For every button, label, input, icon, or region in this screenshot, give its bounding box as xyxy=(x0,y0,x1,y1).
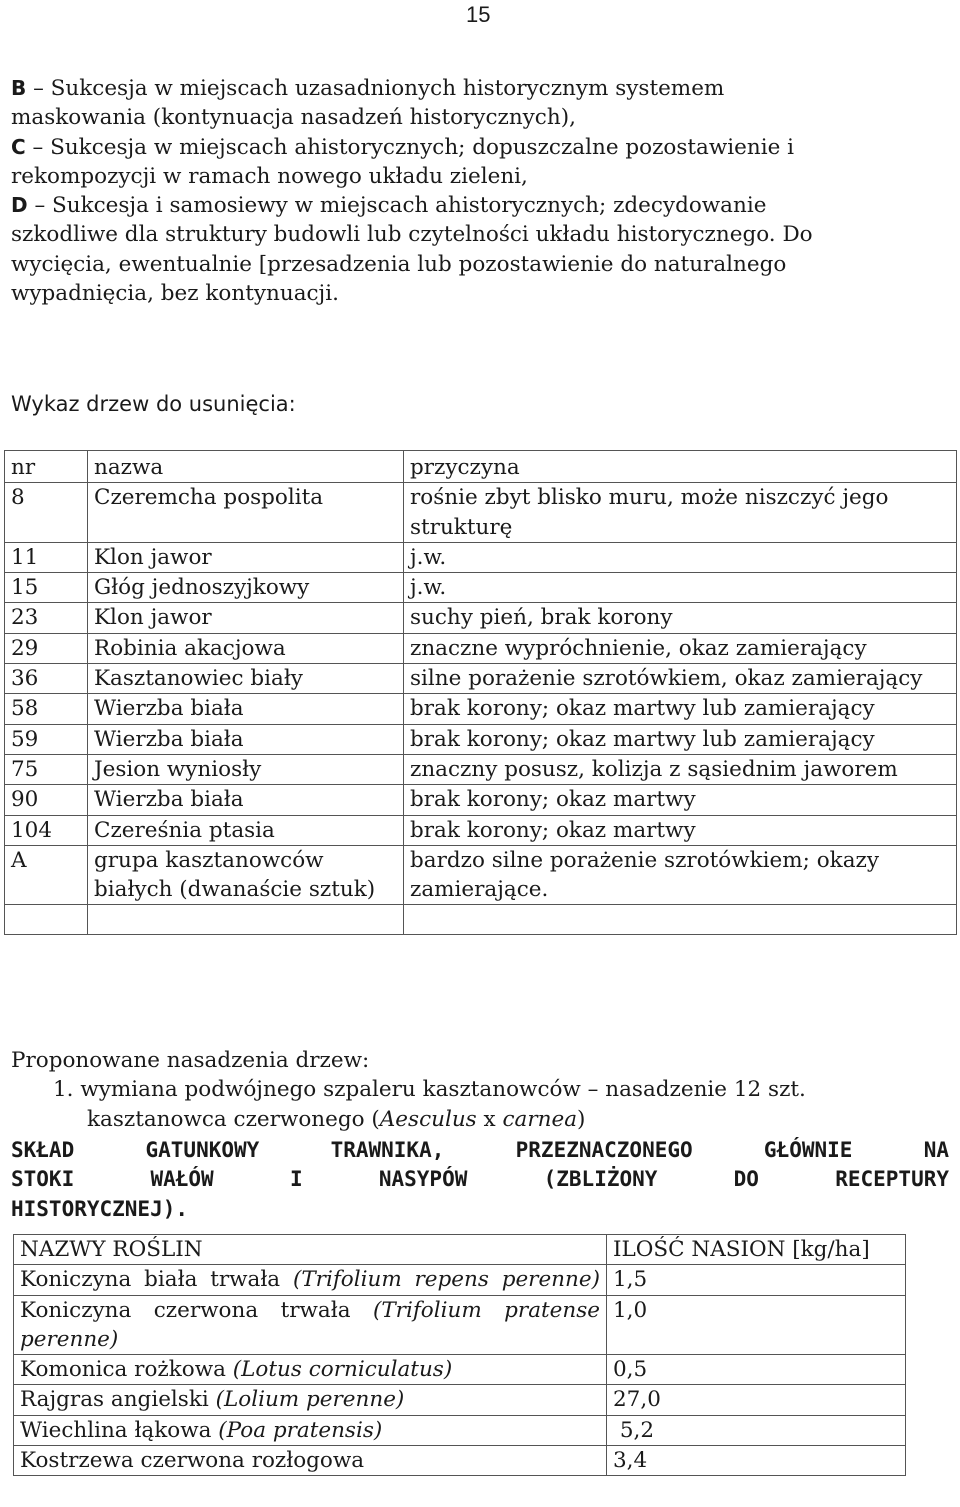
table-row xyxy=(14,1355,906,1385)
plant-line xyxy=(20,1296,600,1355)
cell-nr: 29 xyxy=(5,633,88,663)
table-header-row xyxy=(14,1235,906,1265)
cell-reason: silne porażenie szrotówkiem, okaz zamierający xyxy=(404,664,957,694)
plant-latin: (Lolium perenne) xyxy=(215,1387,405,1413)
cell-nr: 104 xyxy=(5,815,88,845)
table-row xyxy=(14,1385,906,1415)
table-row xyxy=(5,694,957,724)
cell-empty xyxy=(5,905,88,935)
cell-amount: 27,0 xyxy=(607,1385,906,1415)
cell-reason: brak korony; okaz martwy xyxy=(404,815,957,845)
table-row xyxy=(5,845,957,905)
proposal-number: 1. xyxy=(53,1077,74,1103)
cell-nr: 75 xyxy=(5,754,88,784)
cell-nr: 11 xyxy=(5,542,88,572)
page-number: 15 xyxy=(466,2,491,27)
table-row xyxy=(14,1295,906,1355)
plant-name: Wiechlina łąkowa xyxy=(20,1417,219,1443)
cell-name: Klon jawor xyxy=(88,603,404,633)
cell-name: Robinia akacjowa xyxy=(88,633,404,663)
cell-name: grupa kasztanowców białych (dwanaście sztuk) xyxy=(88,845,404,905)
cell-nr: 59 xyxy=(5,724,88,754)
cell-nr: 58 xyxy=(5,694,88,724)
intro-text: – Sukcesja w miejscach ahistorycznych; dopuszczalne pozostawienie i xyxy=(25,134,795,160)
plant-name: Kostrzewa czerwona rozłogowa xyxy=(20,1448,365,1474)
cell-amount: 5,2 xyxy=(607,1415,906,1445)
intro-text: – Sukcesja w miejscach uzasadnionych historycznym systemem xyxy=(26,76,725,101)
proposals-title: Proponowane nasadzenia drzew: xyxy=(11,1048,370,1073)
cell-reason: j.w. xyxy=(404,542,957,572)
table-row xyxy=(5,724,957,754)
cell-nr: 23 xyxy=(5,603,88,633)
intro-line-c1 xyxy=(11,133,956,162)
heading-line: HISTORYCZNEJ). xyxy=(11,1196,189,1221)
cell-name: Klon jawor xyxy=(88,542,404,572)
cell-amount: 0,5 xyxy=(607,1355,906,1385)
cell-nr: 15 xyxy=(5,573,88,603)
cell-reason: znaczny posusz, kolizja z sąsiednim jaworem xyxy=(404,754,957,784)
intro-line-d1 xyxy=(11,191,956,220)
proposal-item-continued xyxy=(11,1105,806,1134)
cell-nr: 90 xyxy=(5,785,88,815)
table-row xyxy=(5,573,957,603)
cell-nr: 8 xyxy=(5,483,88,543)
proposal-text: ) xyxy=(577,1106,586,1132)
cell-amount: 3,4 xyxy=(607,1446,906,1476)
header-reason: przyczyna xyxy=(404,451,957,483)
plant-name: Koniczyna biała trwała xyxy=(20,1267,293,1293)
trees-removal-table xyxy=(4,450,957,935)
plant-latin: (Trifolium repens perenne) xyxy=(292,1267,600,1293)
intro-line-c2: rekompozycji w ramach nowego układu zieleni, xyxy=(11,163,528,189)
cell-reason: znaczne wypróchnienie, okaz zamierający xyxy=(404,633,957,663)
cell-nr: A xyxy=(5,845,88,905)
label-d: D xyxy=(11,193,28,218)
header-amount: ILOŚĆ NASION [kg/ha] xyxy=(607,1235,906,1265)
intro-line-d4: wypadnięcia, bez kontynuacji. xyxy=(11,281,339,307)
plant-latin: (Lotus corniculatus) xyxy=(232,1357,453,1383)
plant-latin: (Poa pratensis) xyxy=(218,1417,383,1443)
intro-line-d3: wycięcia, ewentualnie [przesadzenia lub pozostawienie do naturalnego xyxy=(11,251,787,277)
plant-name: Koniczyna czerwona trwała xyxy=(20,1297,373,1323)
cell-empty xyxy=(404,905,957,935)
intro-paragraph xyxy=(11,74,956,308)
cell-plant xyxy=(14,1265,607,1295)
cell-plant xyxy=(14,1355,607,1385)
table-row xyxy=(5,664,957,694)
cell-reason: brak korony; okaz martwy xyxy=(404,785,957,815)
intro-line-b1 xyxy=(11,74,956,103)
proposal-text: wymiana podwójnego szpaleru kasztanowców – nasadzenie 12 szt. xyxy=(80,1077,806,1103)
cell-reason: j.w. xyxy=(404,573,957,603)
proposal-text: x xyxy=(476,1106,503,1132)
header-nr: nr xyxy=(5,451,88,483)
cell-amount: 1,0 xyxy=(607,1295,906,1355)
planting-proposals xyxy=(11,1046,806,1134)
table-header-row xyxy=(5,451,957,483)
table-row xyxy=(5,603,957,633)
intro-line-b2: maskowania (kontynuacja nasadzeń historycznych), xyxy=(11,105,576,131)
table-row xyxy=(5,754,957,784)
header-plant: NAZWY ROŚLIN xyxy=(14,1235,607,1265)
plant-latin: (Trifolium pratense perenne) xyxy=(20,1297,600,1352)
intro-text: – Sukcesja i samosiewy w miejscach ahistorycznych; zdecydowanie xyxy=(27,193,767,219)
table-row xyxy=(14,1446,906,1476)
table-row xyxy=(5,542,957,572)
cell-name: Czeremcha pospolita xyxy=(88,483,404,543)
cell-plant xyxy=(14,1385,607,1415)
cell-name: Kasztanowiec biały xyxy=(88,664,404,694)
latin-species: carnea xyxy=(502,1106,578,1132)
plant-name: Rajgras angielski xyxy=(20,1387,216,1413)
proposal-item xyxy=(11,1075,806,1104)
trees-removal-title: Wykaz drzew do usunięcia: xyxy=(11,392,296,416)
cell-name: Wierzba biała xyxy=(88,724,404,754)
table-row xyxy=(5,815,957,845)
lawn-composition-table xyxy=(13,1234,906,1476)
intro-line-d2: szkodliwe dla struktury budowli lub czytelności układu historycznego. Do xyxy=(11,222,813,248)
table-row-empty xyxy=(5,905,957,935)
cell-reason: brak korony; okaz martwy lub zamierający xyxy=(404,724,957,754)
table-row xyxy=(5,483,957,543)
cell-name: Wierzba biała xyxy=(88,694,404,724)
cell-name: Czereśnia ptasia xyxy=(88,815,404,845)
latin-genus: Aesculus xyxy=(379,1106,477,1132)
cell-name: Jesion wyniosły xyxy=(88,754,404,784)
table-row xyxy=(14,1265,906,1295)
table-row xyxy=(5,785,957,815)
proposal-text: kasztanowca czerwonego ( xyxy=(87,1106,380,1132)
cell-name: Wierzba biała xyxy=(88,785,404,815)
lawn-composition-heading xyxy=(11,1136,949,1224)
cell-amount: 1,5 xyxy=(607,1265,906,1295)
cell-reason: bardzo silne porażenie szrotówkiem; okazy zamierające. xyxy=(404,845,957,905)
cell-reason: brak korony; okaz martwy lub zamierający xyxy=(404,694,957,724)
heading-line: SKŁAD GATUNKOWY TRAWNIKA, PRZEZNACZONEGO GŁÓWNIE NA xyxy=(11,1138,949,1162)
cell-plant xyxy=(14,1415,607,1445)
cell-reason: suchy pień, brak korony xyxy=(404,603,957,633)
table-row xyxy=(5,633,957,663)
cell-plant xyxy=(14,1295,607,1355)
table-row xyxy=(14,1415,906,1445)
cell-reason: rośnie zbyt blisko muru, może niszczyć jego strukturę xyxy=(404,483,957,543)
cell-name: Głóg jednoszyjkowy xyxy=(88,573,404,603)
cell-plant xyxy=(14,1446,607,1476)
heading-line: STOKI WAŁÓW I NASYPÓW (ZBLIŻONY DO RECEPTURY xyxy=(11,1167,949,1192)
label-b: B xyxy=(11,76,27,100)
plant-name: Komonica rożkowa xyxy=(20,1357,233,1383)
header-name: nazwa xyxy=(88,451,404,483)
plant-line xyxy=(20,1265,600,1294)
cell-empty xyxy=(88,905,404,935)
cell-nr: 36 xyxy=(5,664,88,694)
label-c: C xyxy=(11,134,26,159)
